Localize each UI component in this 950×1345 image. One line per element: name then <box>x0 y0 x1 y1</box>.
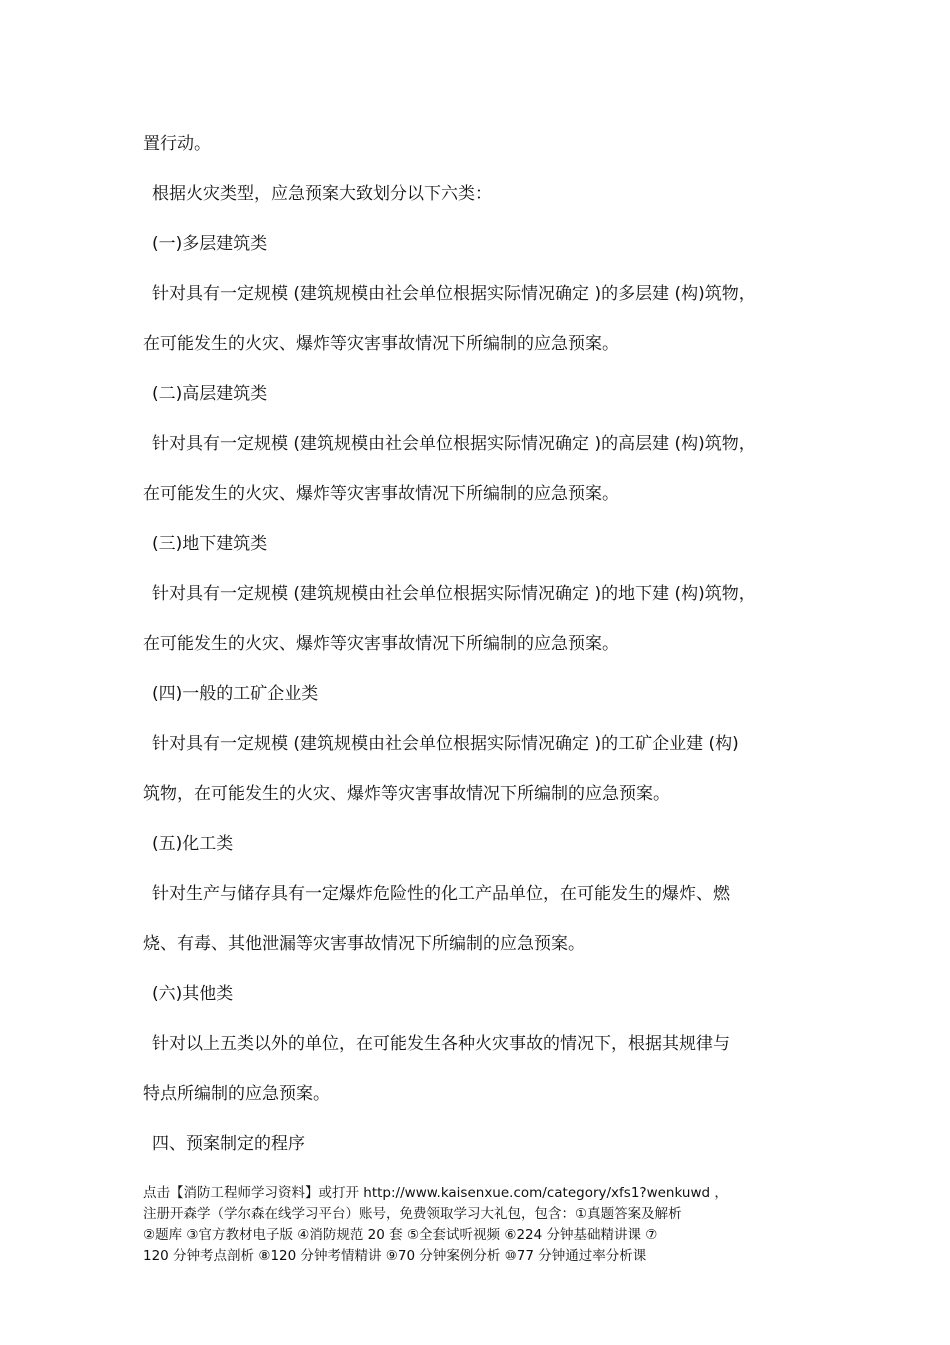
paragraph-line: 筑物，在可能发生的火灾、爆炸等灾害事故情况下所编制的应急预案。 <box>143 784 670 804</box>
section-heading: (五)化工类 <box>152 834 234 854</box>
paragraph-line: 烧、有毒、其他泄漏等灾害事故情况下所编制的应急预案。 <box>143 934 585 954</box>
paragraph-line: 针对具有一定规模 (建筑规模由社会单位根据实际情况确定 )的高层建 (构)筑物， <box>152 434 756 454</box>
paragraph-line: 针对具有一定规模 (建筑规模由社会单位根据实际情况确定 )的多层建 (构)筑物， <box>152 284 756 304</box>
paragraph-line: 置行动。 <box>143 134 211 154</box>
section-heading: 四、预案制定的程序 <box>152 1134 305 1154</box>
paragraph-line: 在可能发生的火灾、爆炸等灾害事故情况下所编制的应急预案。 <box>143 484 619 504</box>
footer-line-2: 注册开森学（学尔森在线学习平台）账号，免费领取学习大礼包，包含：①真题答案及解析 <box>143 1206 682 1222</box>
paragraph-line: 在可能发生的火灾、爆炸等灾害事故情况下所编制的应急预案。 <box>143 634 619 654</box>
paragraph-line: 根据火灾类型，应急预案大致划分以下六类： <box>152 184 492 204</box>
paragraph-line: 针对具有一定规模 (建筑规模由社会单位根据实际情况确定 )的工矿企业建 (构) <box>152 734 739 754</box>
section-heading: (一)多层建筑类 <box>152 234 268 254</box>
paragraph-line: 针对以上五类以外的单位，在可能发生各种火灾事故的情况下，根据其规律与 <box>152 1034 730 1054</box>
footer-line-4: 120 分钟考点剖析 ⑧120 分钟考情精讲 ⑨70 分钟案例分析 ⑩77 分钟通过率分析课 <box>143 1248 647 1264</box>
footer-line-1[interactable]: 点击【消防工程师学习资料】或打开 http://www.kaisenxue.com/category/xfs1?wenkuwd ， <box>143 1185 728 1201</box>
section-heading: (六)其他类 <box>152 984 234 1004</box>
paragraph-line: 在可能发生的火灾、爆炸等灾害事故情况下所编制的应急预案。 <box>143 334 619 354</box>
footer-line-3: ②题库 ③官方教材电子版 ④消防规范 20 套 ⑤全套试听视频 ⑥224 分钟基础精讲课 ⑦ <box>143 1227 658 1243</box>
section-heading: (三)地下建筑类 <box>152 534 268 554</box>
section-heading: (二)高层建筑类 <box>152 384 268 404</box>
paragraph-line: 针对生产与储存具有一定爆炸危险性的化工产品单位，在可能发生的爆炸、燃 <box>152 884 730 904</box>
paragraph-line: 特点所编制的应急预案。 <box>143 1084 330 1104</box>
section-heading: (四)一般的工矿企业类 <box>152 684 319 704</box>
paragraph-line: 针对具有一定规模 (建筑规模由社会单位根据实际情况确定 )的地下建 (构)筑物， <box>152 584 756 604</box>
